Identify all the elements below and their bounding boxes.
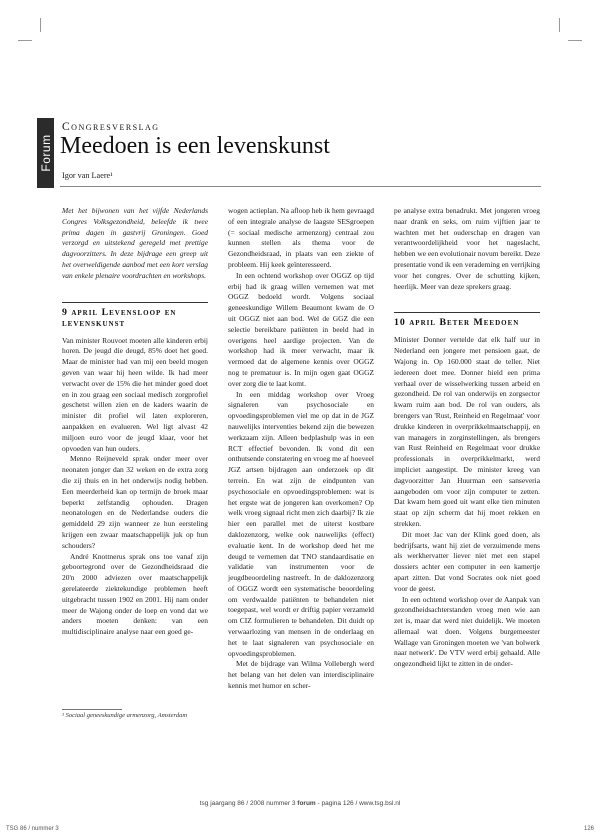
footnote-divider (62, 709, 122, 710)
body-paragraph: Dit moet Jac van der Klink goed doen, als bedrijfsarts, want hij ziet de verzuimende mens als werkhervatter liever niet met een stapel dossiers achter een computer in een kamertje apart zitten. Dat vond Socrates ook niet goed voor de geest. (394, 529, 540, 593)
crop-mark-top-right-h (568, 40, 582, 41)
body-paragraph: André Knottnerus sprak ons toe vanaf zijn geboortegrond over de Gezondheidsraad die 20'n 2000 adviezen over maatschappelijk gerelateerde ziektekundige problemen heeft uitgebracht tussen 1902 en 2001. Hij nam onder meer de Wajong onder de loep en vond dat we anders moeten denken: van een multidisciplinaire analyse naar een goed ge- (62, 551, 208, 637)
crop-mark-top-left-v (40, 18, 41, 32)
column-2 (228, 206, 374, 692)
page-footer (0, 800, 600, 807)
body-paragraph: pe analyse extra benadrukt. Met jongeren vroeg naar drank en seks, om ruim vijftien jaar te wachten met het ouderschap en dragen van verantwoordelijkheid voor het nageslacht, hebben we een evolutionair novum bereikt. Deze presentatie vond ik een verademing en verrijking voor het congres. Over de schutting kijken, heerlijk. Meer van deze sprekers graag. (394, 206, 541, 291)
corner-slug-left: TSG 86 / nummer 3 (6, 826, 59, 832)
body-paragraph: In een ochtend workshop over de Aanpak van gezondheidsachterstanden vroeg men wie aan zet is, maar dat werd niet duidelijk. We moeten allemaal wat doen. Volgens burgemeester Wallage van Groningen moeten we 'van bolwerk naar netwerk'. De VTV werd erbij gehaald. Alle ongezondheid lijkt te zitten in de onder- (394, 594, 540, 669)
body-paragraph: Van minister Rouvoet moeten alle kinderen erbij horen. De jeugd die deugd, 85% doet het goed. Maar de minister had van mij een beeld mogen geven van waar hij heen wilde. Ik had meer verwacht over de 15% die het minder goed doet en in zou graag een sociaal medisch zorgprofiel geschetst willen zien en de kaders waarin de minister dit profiel wil laten exploreren, aanpakken en evalueren. Wel ligt alvast 42 miljoen euro voor de jeugd klaar, voor het opvoeden van hun ouders. (62, 335, 208, 453)
article-title: Meedoen is een levenskunst (60, 133, 330, 159)
footer-page: - pagina 126 / www.tsg.bsl.nl (317, 800, 401, 807)
section-divider (62, 302, 208, 303)
footer-journal: tsg jaargang 86 / 2008 nummer 3 (199, 800, 296, 807)
section-divider (394, 312, 540, 313)
body-paragraph: wogen actieplan. Na afloop heb ik hem gevraagd of een integrale analyse de laagste SESgroepen (= sociaal medische armenzorg) centraal zou kunnen stellen als thema voor de Gezondheidsraad, in plaats van een ziekte of probleem. Hij keek geïnteresseerd. (228, 206, 374, 269)
section-heading-9-april: 9 april Levensloop en levenskunst (62, 306, 177, 329)
body-paragraph: Minister Donner vertelde dat elk half uur in Nederland een jongere met pensioen gaat, de Wajong in. Op 160.000 staat de teller. Niet iedereen doet mee. Donner hield een prima verhaal over de wisselwerking tussen arbeid en gezondheid. De rol van onderwijs en zorgsector kwam ruim aan bod. De rol van ouders, als brengers van 'Rust, Reinheid en Regelmaat' voor drukke kinderen in overprikkelmaatschappij, en van managers in zorginstellingen, als brengers van Rust Reinheid en Regelmaat voor drukke professionals in overprikkelmarkt, werd impliciet aangestipt. De minister kreeg van dagvoorzitter Jan Huurman een sanseveria aangeboden om voor zijn computer te zetten. Dat kwam hem goed uit want elke tien minuten staat op zijn scherm dat hij moet rekken en strekken. (394, 335, 540, 528)
corner-slug-right: 126 (583, 826, 594, 832)
crop-mark-top-left-h (18, 40, 32, 41)
body-paragraph: In een middag workshop over Vroeg signaleren van psychosociale en opvoedingsproblemen viel me op dat in de JGZ nauwelijks interventies bekend zijn die bewezen werkzaam zijn. Alleen bedplashulp was in een RCT effectief bevonden. Ik vond dit een onthutsende constatering en vroeg me af hoeveel JGZ artsen bijdragen aan onderzoek op dit terrein. En wat zijn de eindpunten van psychosociale en opvoedingsproblemen: wat is het ergste wat de jongeren kan overkomen? Op welk vroeg signaal richt men zich daarbij? Ik zie hier een parallel met de uiterst kostbare daklozenzorg, welke ook nauwelijks (effect) evaluatie kent. In de workshop deed het me deugd te vernemen dat TNO standaardisatie en validatie van instrumenten voor de jeugdbeoordeling nastreeft. In de daklozenzorg of OGGZ wordt een systematische beoordeling om verdwaalde patiënten te behandelen niet toegepast, wel wordt er driftig papier verzameld om CIZ formulieren te behandelen. Dit duidt op verwaarlozing van mensen in de onderlaag en het te laat signaleren van psychosociale en opvoedingsproblemen. (228, 389, 374, 658)
section-tab-label: Forum (38, 134, 53, 172)
body-paragraph: In een ochtend workshop over OGGZ op tijd erbij had ik graag willen vernemen wat met OGGZ bedoeld wordt. Volgens sociaal geneeskundige Willem Beaumont kwam de O uit OGGZ niet aan bod. Wel de GGZ die een selectie bereikbare patiënten in beeld had in overigens heel aardige projecten. Van de workshop had ik meer verwacht, maar ik vermoed dat de algemene kennis over OGGZ nog te prematuur is. In mijn ogen gaat OGGZ over zorg die te laat komt. (228, 270, 374, 388)
column-3 (394, 206, 540, 670)
section-heading-10-april: 10 april Beter Meedoen (394, 317, 520, 329)
body-paragraph: Menno Reijneveld sprak onder meer over neonaten jonger dan 32 weken en de extra zorg die zij thuis en in het onderwijs nodig hebben. Een meerderheid kan op termijn de broek maar beperkt zelfstandig ophouden. Dragen neonatologen en de Nederlandse ouders die gemiddeld 29 zijn wanneer ze hun eersteling krijgen een zwaar maatschappelijk juk op hun schouders? (62, 454, 208, 550)
body-paragraph: Met de bijdrage van Wilma Vollebergh werd het belang van het delen van interdisciplinaire kennis met humor en scher- (228, 659, 374, 691)
footnote: ¹ Sociaal geneeskundige armenzorg, Amsterdam (62, 712, 188, 719)
crop-mark-top-right-v (559, 18, 560, 32)
intro-paragraph: Met het bijwonen van het vijfde Nederlands Congres Volksgezondheid, beleefde ik twee prima dagen in gastvrij Groningen. Goed verzorgd en uitstekend geregeld met prettige dagvoorzitters. In deze bijdrage een greep uit het overweldigende aanbod met een kort verslag van enkele plenaire voordrachten en workshops. (62, 206, 208, 280)
rubric-label: Congresverslag (62, 121, 160, 133)
section-tab (37, 118, 54, 188)
author-byline: Igor van Laere¹ (62, 171, 113, 180)
header-divider (60, 186, 541, 187)
column-1 (62, 206, 208, 638)
footer-section: forum (297, 800, 316, 807)
